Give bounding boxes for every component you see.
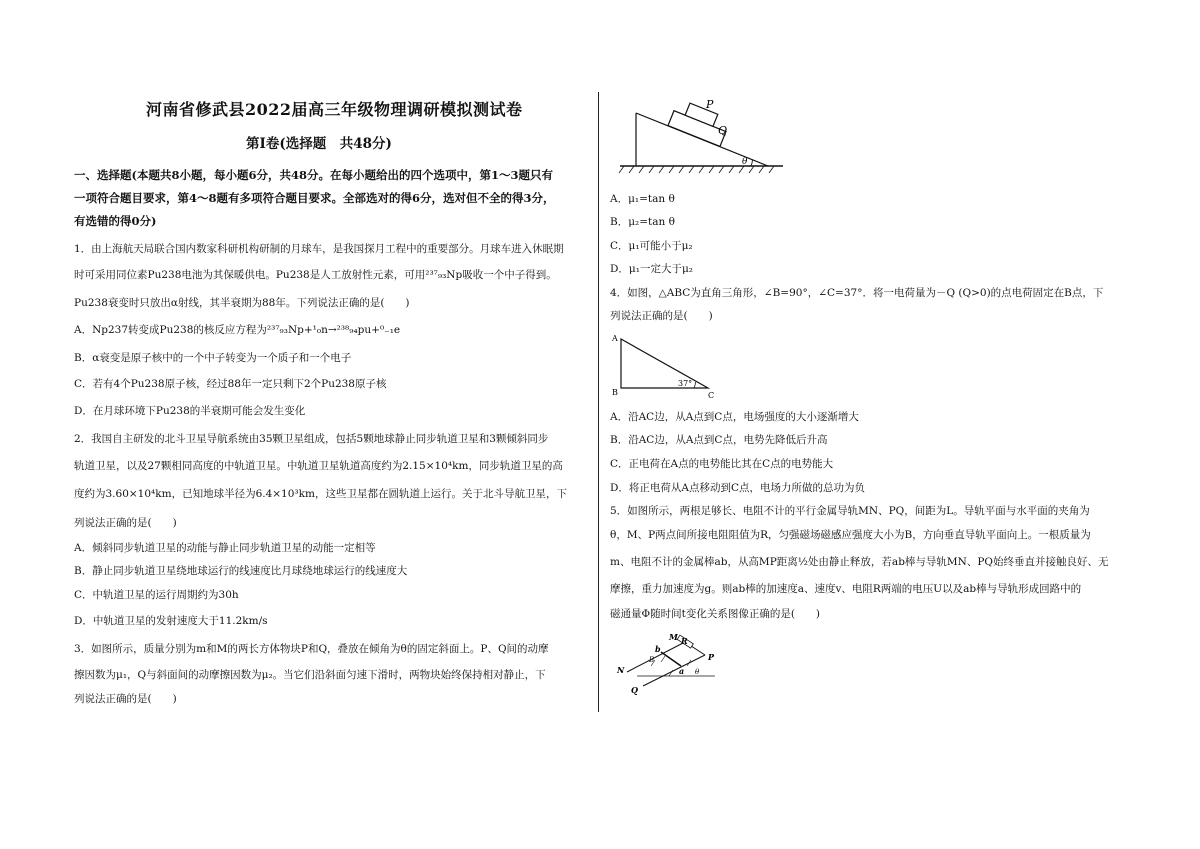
resistor-r-label: R (681, 636, 688, 646)
question-1-line: Pu238衰变时只放出α射线，其半衰期为88年。下列说法正确的是( ) (74, 297, 410, 309)
question-2-option-d: D．中轨道卫星的发射速度大于11.2km/s (74, 615, 268, 627)
question-3-line: 擦因数为μ₁，Q与斜面间的动摩擦因数为μ₂。当它们沿斜面匀速下滑时，两物块始终保持相对静止，下 (74, 669, 546, 681)
question-2-line: 2．我国自主研发的北斗卫星导航系统由35颗卫星组成，包括5颗地球静止同步轨道卫星和3颗倾斜同步 (74, 433, 549, 445)
question-5-line: 磁通量Φ随时间t变化关系图像正确的是( ) (610, 608, 821, 620)
question-3-option-a: A．μ₁=tan θ (610, 193, 675, 205)
vertex-c-label: C (708, 391, 715, 400)
question-1-option-c: C．若有4个Pu238原子核，经过88年一定只剩下2个Pu238原子核 (74, 378, 387, 390)
right-triangle-figure (610, 332, 720, 402)
angle-37-label: 37° (678, 379, 693, 388)
vertex-b-label: B (612, 388, 618, 397)
question-4-option-d: D．将正电荷从A点移动到C点，电场力所做的总功为负 (610, 482, 866, 494)
question-2-line: 轨道卫星，以及27颗相同高度的中轨道卫星。中轨道卫星轨道高度约为2.15×10⁴km，同步轨道卫星的高 (74, 460, 563, 472)
block-p-label: P (706, 98, 714, 111)
question-2-option-b: B．静止同步轨道卫星绕地球运行的线速度比月球绕地球运行的线速度大 (74, 565, 408, 577)
rail-q-label: Q (631, 685, 638, 695)
question-2-option-c: C．中轨道卫星的运行周期约为30h (74, 589, 239, 601)
question-5-line: θ，M、P两点间所接电阻阻值为R，匀强磁场磁感应强度大小为B，方向垂直导轨平面向上。一根质量为 (610, 529, 1091, 541)
question-2-line: 度约为3.60×10⁴km，已知地球半径为6.4×10³km，这些卫星都在圆轨道上运行。关于北斗导航卫星，下 (74, 488, 567, 500)
column-divider (598, 92, 599, 712)
section-instruction-line: 一、选择题(本题共8小题，每小题6分，共48分。在每小题给出的四个选项中，第1～3题只有 (74, 168, 553, 182)
question-3-line: 3．如图所示，质量分别为m和M的两长方体物块P和Q，叠放在倾角为θ的固定斜面上。P、Q间的动摩 (74, 643, 549, 655)
question-3-line: 列说法正确的是( ) (74, 693, 177, 705)
page-subtitle: 第Ⅰ卷(选择题 共48分) (246, 136, 392, 152)
rail-p-label: P (708, 652, 715, 662)
inclined-rails-figure (615, 630, 725, 700)
incline-blocks-figure (618, 95, 788, 175)
question-4-option-b: B．沿AC边，从A点到C点，电势先降低后升高 (610, 434, 828, 446)
angle-theta-label: θ (742, 157, 748, 167)
question-4-line: 4．如图，△ABC为直角三角形，∠B=90°，∠C=37°．将一电荷量为－Q (Q>0)的点电荷固定在B点，下 (610, 287, 1104, 299)
question-5-line: 5．如图所示，两根足够长、电阻不计的平行金属导轨MN、PQ，间距为L。导轨平面与水平面的夹角为 (610, 505, 1090, 517)
section-instruction-line: 有选错的得0分) (74, 214, 157, 228)
question-1-option-b: B．α衰变是原子核中的一个中子转变为一个质子和一个电子 (74, 352, 352, 364)
rod-end-b-label: b (655, 644, 661, 654)
incline-theta-label: θ (695, 668, 700, 676)
question-3-option-c: C．μ₁可能小于μ₂ (610, 240, 693, 252)
question-3-option-d: D．μ₁一定大于μ₂ (610, 263, 693, 275)
rail-m-label: M (669, 632, 678, 642)
block-q-label: Q (718, 124, 728, 137)
question-1-line: 时可采用同位素Pu238电池为其保暖供电。Pu238是人工放射性元素，可用²³⁷₉₃Np吸收一个中子得到。 (74, 269, 557, 281)
field-b-label: B (649, 656, 655, 664)
question-2-option-a: A．倾斜同步轨道卫星的动能与静止同步轨道卫星的动能一定相等 (74, 542, 376, 554)
question-2-line: 列说法正确的是( ) (74, 517, 177, 529)
question-1-line: 1．由上海航天局联合国内数家科研机构研制的月球车，是我国探月工程中的重要部分。月球车进入休眠期 (74, 243, 564, 255)
question-1-option-a: A．Np237转变成Pu238的核反应方程为²³⁷₉₃Np+¹₀n→²³⁸₉₄pu+⁰₋₁e (74, 324, 401, 336)
question-5-line: m、电阻不计的金属棒ab，从高MP距离½处由静止释放，若ab棒与导轨MN、PQ始终垂直并接触良好、无 (610, 556, 1109, 568)
page-title: 河南省修武县2022届高三年级物理调研模拟测试卷 (146, 100, 523, 119)
rod-end-a-label: a (679, 666, 685, 676)
section-instruction-line: 一项符合题目要求，第4～8题有多项符合题目要求。全部选对的得6分，选对但不全的得3分， (74, 191, 555, 205)
question-4-option-a: A．沿AC边，从A点到C点，电场强度的大小逐渐增大 (610, 411, 859, 423)
rail-n-label: N (617, 665, 625, 675)
question-5-line: 摩擦，重力加速度为g。则ab棒的加速度a、速度v、电阻R两端的电压U以及ab棒与导轨形成回路中的 (610, 583, 1082, 595)
vertex-a-label: A (612, 334, 618, 343)
question-1-option-d: D．在月球环境下Pu238的半衰期可能会发生变化 (74, 405, 306, 417)
question-3-option-b: B．μ₂=tan θ (610, 216, 675, 228)
question-4-option-c: C．正电荷在A点的电势能比其在C点的电势能大 (610, 458, 834, 470)
question-4-line: 列说法正确的是( ) (610, 310, 713, 322)
